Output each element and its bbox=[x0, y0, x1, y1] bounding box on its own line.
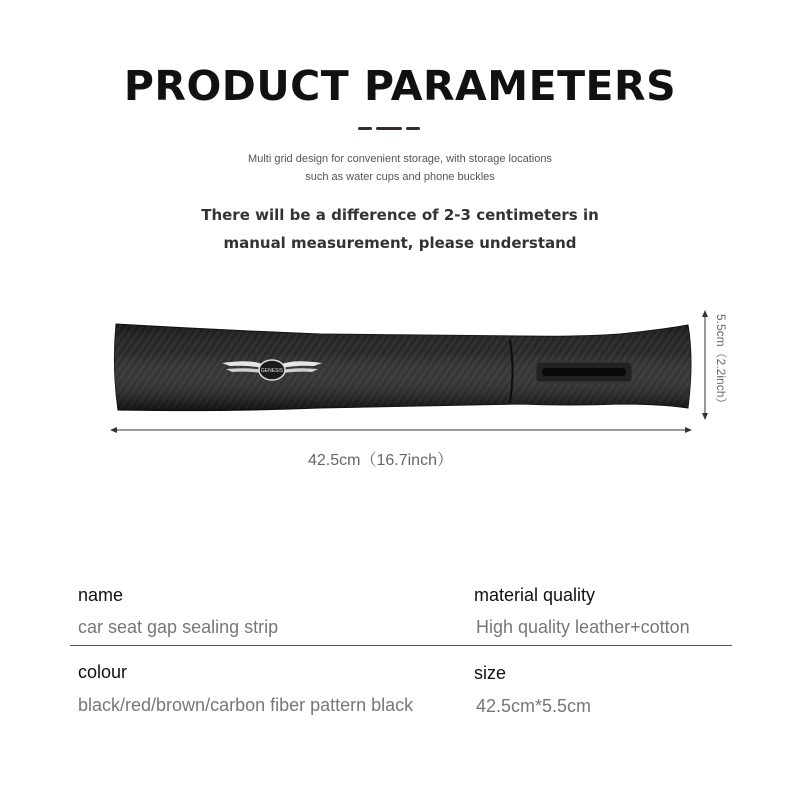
note-line-1: There will be a difference of 2-3 centimeters in bbox=[201, 206, 599, 224]
spec-material-value: High quality leather+cotton bbox=[476, 617, 690, 637]
title-divider bbox=[358, 127, 422, 131]
width-dimension-line bbox=[110, 427, 692, 433]
spec-size-value: 42.5cm*5.5cm bbox=[476, 696, 592, 716]
spec-colour-label: colour bbox=[78, 662, 128, 682]
spec-name-value: car seat gap sealing strip bbox=[78, 617, 279, 637]
spec-material-label: material quality bbox=[474, 585, 596, 605]
height-label: 5.5cm（2.2inch） bbox=[714, 314, 728, 410]
subtitle-line-2: such as water cups and phone buckles bbox=[305, 171, 495, 183]
width-label: 42.5cm（16.7inch） bbox=[308, 452, 453, 469]
page-title: PRODUCT PARAMETERS bbox=[123, 62, 677, 110]
seat-gap-strip bbox=[114, 324, 691, 411]
spec-divider bbox=[70, 645, 732, 646]
note-line-2: manual measurement, please understand bbox=[223, 234, 577, 252]
svg-text:GENESIS: GENESIS bbox=[260, 368, 284, 374]
spec-name-label: name bbox=[78, 585, 124, 605]
spec-size-label: size bbox=[474, 663, 507, 683]
subtitle-line-1: Multi grid design for convenient storage, with storage locations bbox=[248, 153, 552, 165]
spec-colour-value: black/red/brown/carbon fiber pattern black bbox=[78, 695, 414, 715]
product-image bbox=[100, 300, 740, 450]
height-dimension-line bbox=[702, 310, 708, 420]
